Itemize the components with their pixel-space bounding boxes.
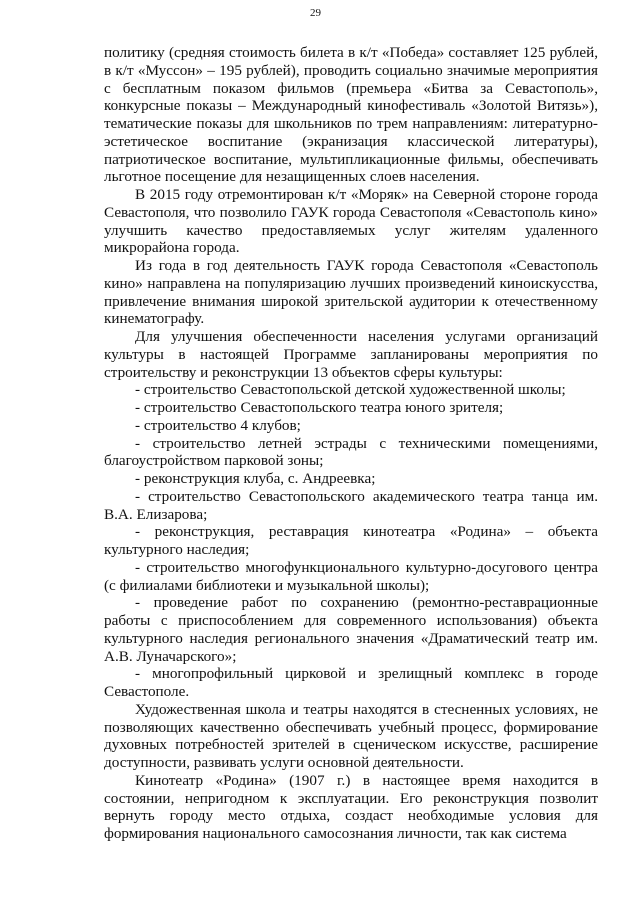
page-number: 29: [310, 7, 321, 19]
list-item: - реконструкция, реставрация кинотеатра «Родина» – объекта культурного наследия;: [104, 523, 598, 558]
list-item: - строительство многофункционального культурно-досугового центра (с филиалами библиотеки и музыкальной школы);: [104, 558, 598, 594]
list-item: - строительство 4 клубов;: [135, 416, 301, 434]
list-item: - строительство Севастопольской детской художественной школы;: [135, 381, 566, 399]
list-item: - реконструкция клуба, с. Андреевка;: [135, 470, 376, 487]
paragraph-sevastopol-kino: Из года в год деятельность ГАУК города Севастополя «Севастополь кино» направлена на популяризацию лучших произведений киноискусства, привлечение внимания широкой зрительской аудитории к отечественному кинематографу.: [104, 257, 598, 328]
body-text: [104, 44, 598, 843]
construction-list: [104, 381, 598, 701]
list-item: - проведение работ по сохранению (ремонтно-реставрационные работы с приспособлением для современного использования) объекта культурного наследия регионального значения «Драматический театр им. А.В. Луначарского»;: [104, 594, 598, 665]
paragraph-ticket-prices: политику (средняя стоимость билета в к/т «Победа» составляет 125 рублей, в к/т «Муссон» – 195 рублей), проводить социально значимые мероприятия с бесплатным показом фильмов (премьера «Битва за Севастополь», конкурсные показы – Международный кинофестиваль «Золотой Витязь»), тематические показы для школьников по трем направлениям: литературно-эстетическое воспитание (экранизация классической литературы), патриотическое воспитание, мультипликационные фильмы, обеспечивать льготное посещение для незащищенных слоев населения.: [104, 44, 598, 186]
paragraph-rodina-cinema: Кинотеатр «Родина» (1907 г.) в настоящее время находится в состоянии, непригодном к эксплуатации. Его реконструкция позволит вернуть городу место отдыха, создаст необходимые условия для формирования национального самосознания личности, так как система: [104, 771, 598, 842]
list-item: - строительство Севастопольского академического театра танца им. В.А. Елизарова;: [104, 487, 598, 523]
paragraph-program-objects: Для улучшения обеспеченности населения услугами организаций культуры в настоящей Программе запланированы мероприятия по строительству и реконструкции 13 объектов сферы культуры:: [104, 328, 598, 381]
list-item: - многопрофильный цирковой и зрелищный комплекс в городе Севастополе.: [104, 665, 598, 700]
paragraph-moryak-cinema: В 2015 году отремонтирован к/т «Моряк» на Северной стороне города Севастополя, что позволило ГАУК города Севастополя «Севастополь кино» улучшить качество предоставляемых услуг жителям удаленного микрорайона города.: [104, 186, 598, 257]
list-item: - строительство Севастопольского театра юного зрителя;: [135, 399, 504, 416]
list-item: - строительство летней эстрады с техническими помещениями, благоустройством парковой зоны;: [104, 434, 598, 470]
paragraph-school-theatres: Художественная школа и театры находятся в стесненных условиях, не позволяющих качественно обеспечивать учебный процесс, формирование духовных потребностей зрителей в сценическом искусстве, расширение доступности, развивать услуги основной деятельности.: [104, 700, 598, 771]
